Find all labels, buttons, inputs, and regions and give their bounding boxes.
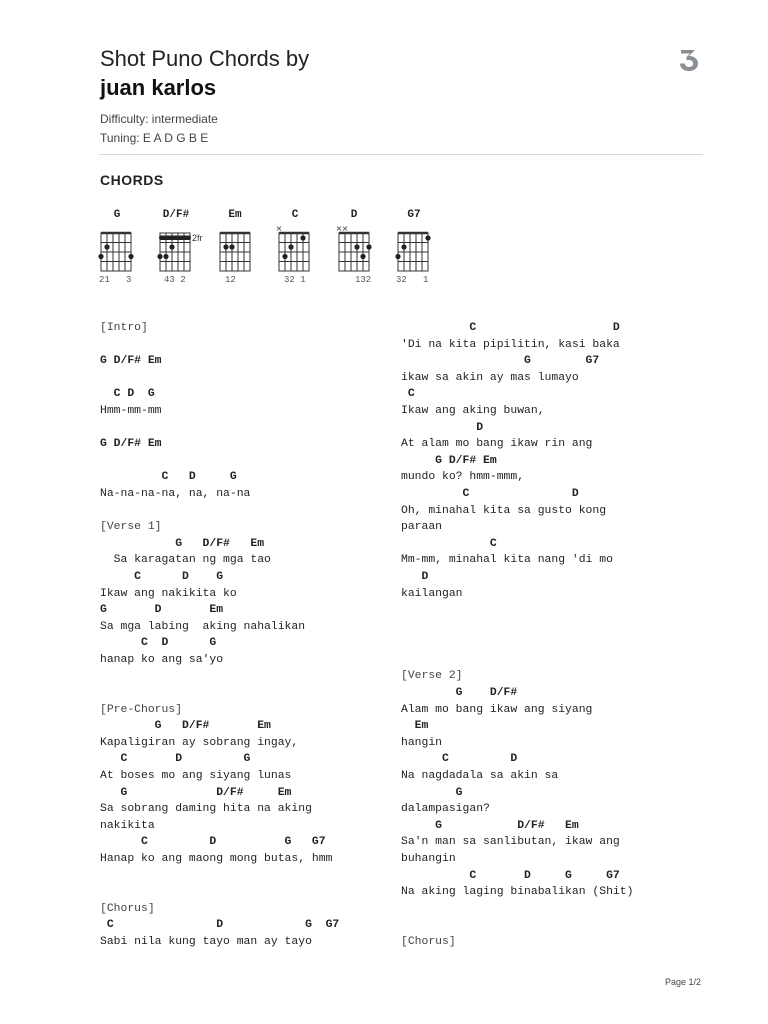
section-label: [Verse 2] bbox=[401, 670, 463, 683]
chord-line[interactable]: G bbox=[401, 786, 463, 799]
chord-line[interactable]: G D/F# Em bbox=[100, 438, 162, 451]
lyric-line: Hanap ko ang maong mong butas, hmm bbox=[100, 853, 333, 865]
chord-name-g[interactable]: G bbox=[113, 209, 121, 221]
lyric-line: Hmm-mm-mm bbox=[100, 404, 162, 417]
lyric-line: Mm-mm, minahal kita nang 'di mo bbox=[401, 554, 613, 567]
chord-line[interactable]: C D G G7 bbox=[100, 836, 326, 849]
chord-line[interactable]: C D G bbox=[100, 753, 251, 766]
sheet-left-column bbox=[100, 320, 339, 951]
blank-line bbox=[100, 370, 339, 387]
lyric-line: Oh, minahal kita sa gusto kong bbox=[401, 504, 607, 517]
fingering-g7: 32 1 bbox=[396, 275, 429, 285]
difficulty-label: Difficulty: intermediate bbox=[100, 112, 218, 126]
fret-label: 2fr bbox=[192, 233, 203, 243]
blank-line bbox=[100, 337, 339, 354]
lyric-line: Sa sobrang daming hita na aking bbox=[100, 803, 312, 816]
title-block bbox=[100, 44, 309, 102]
chord-line[interactable]: D bbox=[401, 570, 429, 583]
chords-heading: CHORDS bbox=[100, 172, 164, 188]
chord-name-em[interactable]: Em bbox=[228, 209, 242, 221]
lyric-line: Na nagdadala sa akin sa bbox=[401, 770, 559, 783]
blank-line bbox=[100, 503, 339, 520]
chord-line[interactable]: C D G G7 bbox=[100, 919, 340, 932]
lyric-line: Alam mo bang ikaw ang siyang bbox=[401, 703, 593, 716]
svg-text:×: × bbox=[275, 224, 283, 233]
chord-line[interactable]: C D G G7 bbox=[401, 869, 620, 882]
chord-line[interactable]: G D/F# Em bbox=[100, 537, 265, 550]
blank-line bbox=[100, 453, 339, 470]
lyric-line: Sa karagatan ng mga tao bbox=[100, 554, 271, 567]
section-label: [Chorus] bbox=[100, 902, 155, 915]
chord-diagram-g7 bbox=[393, 224, 437, 274]
page-number: Page 1/2 bbox=[665, 977, 702, 987]
fingering-c: 32 1 bbox=[284, 275, 306, 285]
blank-line bbox=[401, 901, 633, 918]
chord-name-d[interactable]: D bbox=[350, 209, 358, 221]
chord-line[interactable]: C D G bbox=[100, 471, 237, 484]
lyric-line: mundo ko? hmm-mmm, bbox=[401, 471, 525, 484]
song-title: Shot Puno Chords by bbox=[100, 46, 310, 71]
lyric-line: dalampasigan? bbox=[401, 803, 490, 816]
chord-name-d-f-sharp[interactable]: D/F# bbox=[162, 209, 190, 221]
svg-text:×: × bbox=[341, 224, 349, 233]
lyric-line: 'Di na kita pipilitin, kasi baka bbox=[401, 338, 620, 351]
lyric-line: Ikaw ang nakikita ko bbox=[100, 587, 237, 600]
chord-line[interactable]: C D bbox=[401, 322, 620, 334]
blank-line bbox=[100, 668, 339, 685]
chord-line[interactable]: C D G bbox=[100, 388, 155, 401]
svg-text:×: × bbox=[335, 224, 343, 233]
chord-diagram-d bbox=[334, 224, 378, 274]
lyric-line: Sabi nila kung tayo man ay tayo bbox=[100, 935, 312, 948]
blank-line bbox=[401, 635, 633, 652]
header-divider bbox=[99, 154, 703, 155]
chord-line[interactable]: G D/F# Em bbox=[100, 720, 271, 733]
fingering-d-f-sharp: 43 2 bbox=[164, 275, 186, 285]
blank-line bbox=[100, 420, 339, 437]
blank-line bbox=[401, 619, 633, 636]
chord-line[interactable]: C D G bbox=[100, 637, 217, 650]
fingering-em: 12 bbox=[225, 275, 236, 285]
chord-name-c[interactable]: C bbox=[291, 209, 299, 221]
lyric-line: Sa mga labing aking nahalikan bbox=[100, 620, 306, 633]
chord-line[interactable]: G D Em bbox=[100, 604, 224, 617]
chord-line[interactable]: G G7 bbox=[401, 355, 600, 368]
lyric-line: nakikita bbox=[100, 819, 155, 832]
chord-diagram-d-f-sharp bbox=[155, 224, 215, 274]
fingering-g: 21 3 bbox=[99, 275, 132, 285]
section-label: [Chorus] bbox=[401, 935, 456, 948]
chord-line[interactable]: G D/F# bbox=[401, 687, 518, 700]
lyric-line: buhangin bbox=[401, 853, 456, 865]
chord-line[interactable]: C D bbox=[401, 487, 579, 500]
lyric-line: Na aking laging binabalikan (Shit) bbox=[401, 886, 634, 899]
lyric-line: Sa'n man sa sanlibutan, ikaw ang bbox=[401, 836, 620, 849]
site-logo-icon[interactable] bbox=[676, 46, 702, 72]
chord-line[interactable]: C D bbox=[401, 753, 518, 766]
lyric-line: At alam mo bang ikaw rin ang bbox=[401, 438, 593, 451]
chord-line[interactable]: G D/F# Em bbox=[401, 454, 497, 467]
chord-line[interactable]: G D/F# Em bbox=[100, 786, 292, 799]
lyric-line: Na-na-na-na, na, na-na bbox=[100, 487, 251, 500]
blank-line bbox=[100, 884, 339, 901]
chord-line[interactable]: C bbox=[401, 537, 497, 550]
lyric-line: Kapaligiran ay sobrang ingay, bbox=[100, 736, 299, 749]
blank-line bbox=[401, 917, 633, 934]
chord-diagram-g bbox=[96, 224, 140, 274]
section-label: [Intro] bbox=[100, 322, 148, 334]
lyric-line: kailangan bbox=[401, 587, 463, 600]
lyric-line: At boses mo ang siyang lunas bbox=[100, 770, 292, 783]
artist-name[interactable]: juan karlos bbox=[100, 75, 217, 100]
blank-line bbox=[100, 868, 339, 885]
lyric-line: hanap ko ang sa'yo bbox=[100, 653, 224, 666]
chord-diagram-em bbox=[215, 224, 259, 274]
chord-line[interactable]: G D/F# Em bbox=[401, 819, 579, 832]
chord-line[interactable]: C bbox=[401, 388, 415, 401]
blank-line bbox=[401, 652, 633, 669]
tuning-label: Tuning: E A D G B E bbox=[100, 131, 209, 145]
chord-line[interactable]: Em bbox=[401, 720, 429, 733]
chord-line[interactable]: D bbox=[401, 421, 484, 434]
chord-diagram-c bbox=[274, 224, 318, 274]
lyric-line: paraan bbox=[401, 521, 443, 534]
lyric-line: hangin bbox=[401, 736, 443, 749]
chord-line[interactable]: G D/F# Em bbox=[100, 355, 162, 368]
blank-line bbox=[401, 602, 633, 619]
sheet-right-column bbox=[401, 320, 633, 951]
lyric-line: ikaw sa akin ay mas lumayo bbox=[401, 371, 579, 384]
chord-line[interactable]: C D G bbox=[100, 570, 224, 583]
chord-name-g7[interactable]: G7 bbox=[407, 209, 421, 221]
section-label: [Pre-Chorus] bbox=[100, 703, 183, 716]
blank-line bbox=[100, 685, 339, 702]
section-label: [Verse 1] bbox=[100, 521, 162, 534]
fingering-d: 132 bbox=[355, 275, 372, 285]
lyric-line: Ikaw ang aking buwan, bbox=[401, 404, 545, 417]
